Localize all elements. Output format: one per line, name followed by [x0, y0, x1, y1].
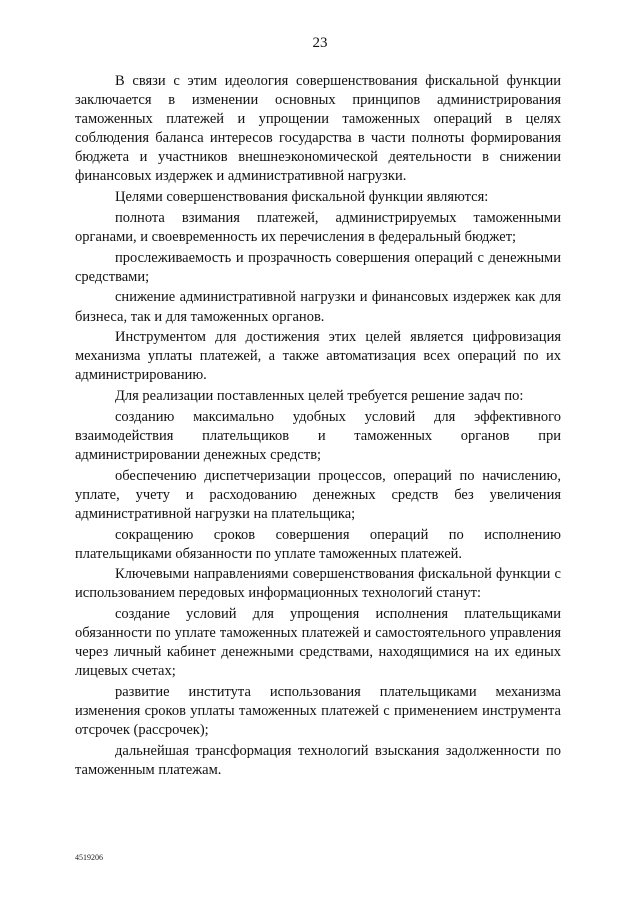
list-item-direction-personal-account: создание условий для упрощения исполнения плательщиками обязанности по уплате таможенных платежей и самостоятельного управления через личный кабинет денежными средствами, находящимися на их единых лицевых счетах;: [75, 606, 561, 680]
page-number: 23: [312, 35, 328, 51]
document-body: [75, 72, 561, 782]
list-item-task-terms: сокращению сроков совершения операций по исполнению плательщиками обязанности по уплате таможенных платежей.: [75, 526, 561, 562]
paragraph-instrument: Инструментом для достижения этих целей является цифровизация механизма уплаты платежей, а также автоматизация всех операций по их администрированию.: [75, 329, 561, 384]
list-item-goal-completeness: полнота взимания платежей, администрируемых таможенными органами, и своевременность их перечисления в федеральный бюджет;: [75, 209, 561, 245]
list-item-direction-debt-collection: дальнейшая трансформация технологий взыскания задолженности по таможенным платежам.: [75, 742, 561, 778]
paragraph-key-directions: Ключевыми направлениями совершенствования фискальной функции с использованием передовых информационных технологий станут:: [75, 566, 561, 602]
document-code: 4519206: [75, 853, 103, 862]
list-item-task-dispatching: обеспечению диспетчеризации процессов, операций по начислению, уплате, учету и расходованию денежных средств без увеличения административной нагрузки на плательщика;: [75, 467, 561, 522]
list-item-goal-traceability: прослеживаемость и прозрачность совершения операций с денежными средствами;: [75, 249, 561, 285]
list-item-goal-burden-reduction: снижение административной нагрузки и финансовых издержек как для бизнеса, так и для таможенных органов.: [75, 289, 561, 325]
paragraph-ideology: В связи с этим идеология совершенствования фискальной функции заключается в изменении основных принципов администрирования таможенных платежей и упрощении таможенных операций в целях соблюдения баланса интересов государства в части полноты формирования бюджета и участников внешнеэкономической деятельности в снижении финансовых издержек и административной нагрузки.: [75, 73, 561, 185]
list-item-task-interaction: созданию максимально удобных условий для эффективного взаимодействия плательщиков и таможенных органов при администрировании денежных средств;: [75, 408, 561, 463]
paragraph-goals-intro: Целями совершенствования фискальной функции являются:: [115, 189, 489, 206]
list-item-direction-deferrals: развитие института использования плательщиками механизма изменения сроков уплаты таможенных платежей с применением инструмента отсрочек (рассрочек);: [75, 684, 561, 739]
paragraph-tasks-intro: Для реализации поставленных целей требуется решение задач по:: [115, 388, 524, 405]
